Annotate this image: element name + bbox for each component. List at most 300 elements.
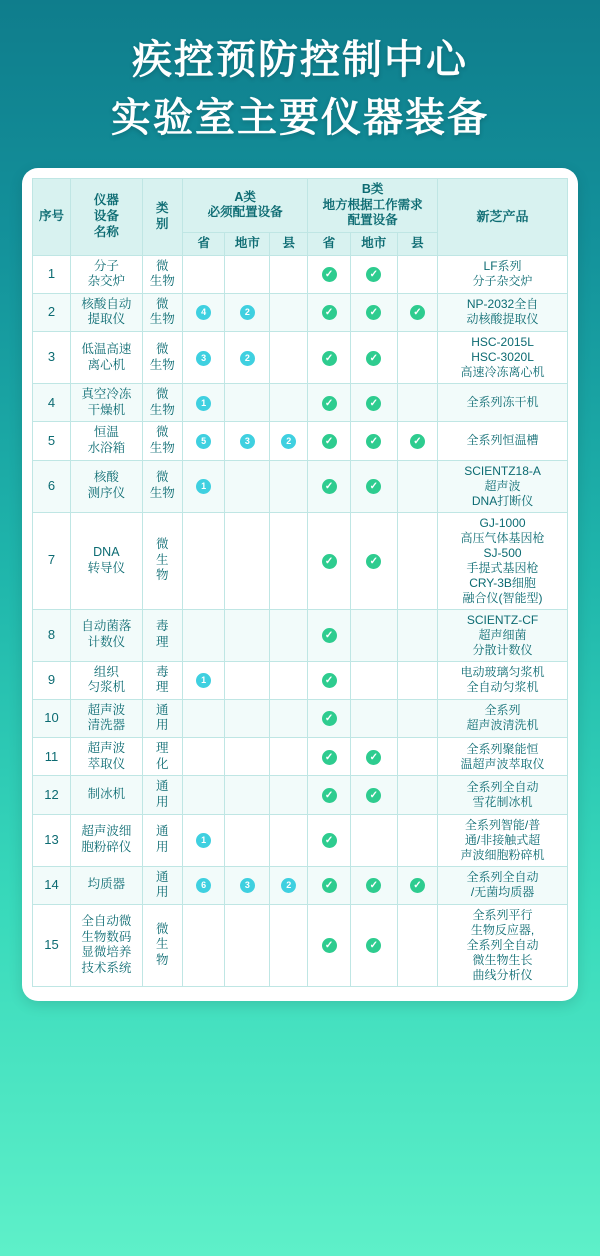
empty-cell <box>281 303 296 318</box>
th-group-b-l3: 配置设备 <box>347 213 398 228</box>
product-name-line2: 雪花制冰机 <box>472 794 533 809</box>
th-a-prov: 省 <box>182 232 225 255</box>
product-name <box>438 738 568 776</box>
equipment-category-line2: 理 <box>156 680 169 695</box>
table-body <box>33 255 568 986</box>
empty-cell <box>240 626 255 641</box>
equipment-category-line1: 通 <box>156 869 169 884</box>
cell-b-city <box>350 866 397 904</box>
check-icon: ✓ <box>322 479 337 494</box>
cell-a-prov <box>182 512 225 609</box>
th-name <box>71 179 143 256</box>
cell-b-prov <box>308 293 351 331</box>
product-name <box>438 866 568 904</box>
cell-a-prov <box>182 661 225 699</box>
empty-cell <box>240 551 255 566</box>
empty-cell <box>281 626 296 641</box>
cell-a-prov <box>182 422 225 460</box>
cell-a-county <box>270 255 308 293</box>
th-name-l1: 仪器 <box>93 193 119 208</box>
equipment-category-line1: 毒 <box>156 664 169 679</box>
check-icon: ✓ <box>366 396 381 411</box>
equipment-category-line1: 通 <box>156 779 169 794</box>
count-badge: 1 <box>196 673 211 688</box>
product-name-line2: 高压气体基因枪 <box>460 530 545 545</box>
cell-b-city <box>350 422 397 460</box>
product-name-line3: 分散计数仪 <box>472 642 533 657</box>
empty-cell <box>196 551 211 566</box>
cell-b-city <box>350 661 397 699</box>
count-badge: 2 <box>240 351 255 366</box>
cell-b-city <box>350 255 397 293</box>
cell-a-city <box>225 866 270 904</box>
th-group-b-l2: 地方根据工作需求 <box>322 197 423 212</box>
th-name-l3: 名称 <box>93 224 119 239</box>
th-category-l2: 别 <box>156 216 169 231</box>
product-name-line2: /无菌均质器 <box>470 885 535 900</box>
equipment-name <box>71 699 143 737</box>
product-name-line1: NP-2032全自 <box>466 297 539 312</box>
empty-cell <box>240 265 255 280</box>
product-name-line4: 微生物生长 <box>472 952 533 967</box>
equipment-category-line1: 毒 <box>156 619 169 634</box>
row-index: 1 <box>33 255 71 293</box>
equipment-name-line1: 超声波细 <box>81 824 132 839</box>
equipment-name-line2: 清洗器 <box>87 718 126 733</box>
empty-cell <box>281 747 296 762</box>
th-index-label: 序号 <box>39 208 65 223</box>
product-name-line1: 电动玻璃匀浆机 <box>460 665 545 680</box>
header-row-1 <box>33 179 568 233</box>
empty-cell <box>196 747 211 762</box>
equipment-category-line2: 生物 <box>149 274 175 289</box>
equipment-category <box>142 255 182 293</box>
equipment-name <box>71 512 143 609</box>
equipment-name-line1: 低温高速 <box>81 341 132 356</box>
cell-b-county <box>397 332 437 384</box>
product-name-line2: 全自动匀浆机 <box>466 680 539 695</box>
cell-a-city <box>225 512 270 609</box>
empty-cell <box>410 671 425 686</box>
empty-cell <box>366 709 381 724</box>
cell-a-county <box>270 384 308 422</box>
product-name-line1: SCIENTZ18-A <box>464 463 541 478</box>
table-row <box>33 609 568 661</box>
row-index: 15 <box>33 904 71 986</box>
th-name-l2: 设备 <box>93 208 119 223</box>
empty-cell <box>281 709 296 724</box>
cell-a-county <box>270 460 308 512</box>
product-name <box>438 293 568 331</box>
cell-a-city <box>225 904 270 986</box>
product-name <box>438 814 568 866</box>
th-a-city: 地市 <box>225 232 270 255</box>
count-badge: 5 <box>196 434 211 449</box>
equipment-name <box>71 738 143 776</box>
equipment-name-line2: 计数仪 <box>87 635 126 649</box>
equipment-name <box>71 255 143 293</box>
equipment-name-line2: 离心机 <box>87 357 126 372</box>
product-name-line2: 超声波 <box>484 478 521 493</box>
th-product-label: 新芝产品 <box>476 208 529 224</box>
product-name <box>438 460 568 512</box>
empty-cell <box>240 393 255 408</box>
cell-b-county <box>397 776 437 814</box>
equipment-category-line1: 微 <box>156 258 169 273</box>
cell-b-city <box>350 332 397 384</box>
empty-cell <box>410 477 425 492</box>
cell-b-city <box>350 699 397 737</box>
equipment-category-line3: 物 <box>156 568 169 583</box>
empty-cell <box>240 747 255 762</box>
table-head <box>33 179 568 256</box>
equipment-name-line2: 胞粉碎仪 <box>81 840 132 854</box>
check-icon: ✓ <box>410 878 425 893</box>
check-icon: ✓ <box>410 305 425 320</box>
equipment-category-line1: 微 <box>156 470 169 485</box>
count-badge: 3 <box>240 878 255 893</box>
check-icon: ✓ <box>322 938 337 953</box>
equipment-category <box>142 332 182 384</box>
check-icon: ✓ <box>366 750 381 765</box>
th-group-b <box>308 179 438 233</box>
check-icon: ✓ <box>366 938 381 953</box>
cell-b-city <box>350 776 397 814</box>
empty-cell <box>281 671 296 686</box>
equipment-category <box>142 293 182 331</box>
cell-b-prov <box>308 699 351 737</box>
check-icon: ✓ <box>366 788 381 803</box>
th-group-a-l2: 必须配置设备 <box>207 205 283 220</box>
product-name-line4: 手提式基因枪 <box>466 560 539 575</box>
cell-a-county <box>270 293 308 331</box>
count-badge: 1 <box>196 479 211 494</box>
cell-b-county <box>397 609 437 661</box>
equipment-name <box>71 332 143 384</box>
cell-a-city <box>225 422 270 460</box>
empty-cell <box>410 831 425 846</box>
check-icon: ✓ <box>322 434 337 449</box>
check-icon: ✓ <box>322 396 337 411</box>
th-group-a-l1: A类 <box>234 189 256 204</box>
cell-b-county <box>397 738 437 776</box>
cell-a-prov <box>182 293 225 331</box>
equipment-category <box>142 904 182 986</box>
cell-b-prov <box>308 814 351 866</box>
count-badge: 2 <box>281 434 296 449</box>
product-name <box>438 661 568 699</box>
equipment-name-line1: 核酸 <box>93 470 119 485</box>
equipment-category-line2: 化 <box>156 756 169 771</box>
product-name-line1: HSC-2015L <box>471 335 534 349</box>
cell-b-county <box>397 814 437 866</box>
product-name-line1: 全系列聚能恒 <box>466 741 539 756</box>
product-name <box>438 904 568 986</box>
check-icon: ✓ <box>322 267 337 282</box>
equipment-category-line1: 通 <box>156 824 169 839</box>
row-index: 3 <box>33 332 71 384</box>
check-icon: ✓ <box>366 434 381 449</box>
equipment-name-line2: 匀浆机 <box>87 680 126 695</box>
check-icon: ✓ <box>322 878 337 893</box>
product-name-line3: 高速冷冻离心机 <box>460 365 545 379</box>
th-b-prov: 省 <box>308 232 351 255</box>
table-row <box>33 422 568 460</box>
cell-b-city <box>350 460 397 512</box>
cell-b-county <box>397 904 437 986</box>
equipment-category-line2: 生物 <box>149 486 175 500</box>
empty-cell <box>196 626 211 641</box>
cell-a-city <box>225 776 270 814</box>
th-group-b-l1: B类 <box>361 182 384 196</box>
equipment-category-line1: 理 <box>156 741 169 755</box>
th-index <box>33 179 71 256</box>
cell-a-prov <box>182 384 225 422</box>
check-icon: ✓ <box>366 878 381 893</box>
cell-b-city <box>350 904 397 986</box>
equipment-name-line1: 均质器 <box>87 877 126 892</box>
empty-cell <box>281 936 296 951</box>
product-name-line2: 分子杂交炉 <box>472 274 533 289</box>
equipment-name <box>71 293 143 331</box>
row-index: 14 <box>33 866 71 904</box>
equipment-category-line2: 理 <box>156 635 169 649</box>
product-name-line1: 全系列冻干机 <box>466 395 539 410</box>
cell-b-city <box>350 512 397 609</box>
equipment-category <box>142 422 182 460</box>
count-badge: 4 <box>196 305 211 320</box>
product-name <box>438 609 568 661</box>
cell-a-prov <box>182 699 225 737</box>
cell-b-prov <box>308 866 351 904</box>
check-icon: ✓ <box>366 479 381 494</box>
row-index: 12 <box>33 776 71 814</box>
product-name-line1: 全系列平行 <box>472 907 533 922</box>
product-name-line2: 动核酸提取仪 <box>466 312 539 327</box>
cell-a-prov <box>182 814 225 866</box>
empty-cell <box>410 393 425 408</box>
check-icon: ✓ <box>322 711 337 726</box>
cell-b-prov <box>308 904 351 986</box>
cell-a-prov <box>182 738 225 776</box>
empty-cell <box>410 551 425 566</box>
cell-a-county <box>270 866 308 904</box>
count-badge: 1 <box>196 833 211 848</box>
th-b-city: 地市 <box>350 232 397 255</box>
check-icon: ✓ <box>366 305 381 320</box>
product-name <box>438 512 568 609</box>
empty-cell <box>281 785 296 800</box>
product-name <box>438 332 568 384</box>
equipment-category-line2: 生 <box>156 552 169 567</box>
product-name-line1: 全系列全自动 <box>466 779 539 794</box>
equipment-category-line2: 生物 <box>149 357 175 372</box>
equipment-name-line2: 水浴箱 <box>87 440 126 455</box>
cell-a-county <box>270 422 308 460</box>
equipment-category-line1: 微 <box>156 921 169 936</box>
poster-title-line2: 实验室主要仪器装备 <box>111 96 489 140</box>
table-row <box>33 776 568 814</box>
table-row <box>33 332 568 384</box>
equipment-table-card <box>22 168 578 1001</box>
poster-header <box>0 0 600 154</box>
equipment-name <box>71 609 143 661</box>
empty-cell <box>240 785 255 800</box>
equipment-name-line1: DNA <box>93 544 120 559</box>
empty-cell <box>410 709 425 724</box>
empty-cell <box>281 265 296 280</box>
product-name-line2: 超声细菌 <box>478 627 527 642</box>
count-badge: 2 <box>240 305 255 320</box>
product-name-line5: 曲线分析仪 <box>472 967 533 982</box>
cell-b-county <box>397 512 437 609</box>
check-icon: ✓ <box>366 351 381 366</box>
cell-b-prov <box>308 460 351 512</box>
check-icon: ✓ <box>322 833 337 848</box>
count-badge: 1 <box>196 396 211 411</box>
cell-b-county <box>397 866 437 904</box>
empty-cell <box>240 477 255 492</box>
row-index: 9 <box>33 661 71 699</box>
product-name-line2: 生物反应器, <box>470 922 535 937</box>
cell-a-prov <box>182 460 225 512</box>
cell-a-county <box>270 738 308 776</box>
th-category-l1: 类 <box>156 201 169 216</box>
cell-b-county <box>397 422 437 460</box>
cell-a-prov <box>182 776 225 814</box>
poster-title-line1: 疾控预防控制中心 <box>132 38 468 82</box>
equipment-category-line2: 生物 <box>149 440 175 455</box>
equipment-name <box>71 814 143 866</box>
equipment-category <box>142 699 182 737</box>
equipment-category <box>142 866 182 904</box>
count-badge: 3 <box>196 351 211 366</box>
cell-b-county <box>397 293 437 331</box>
empty-cell <box>410 936 425 951</box>
empty-cell <box>410 348 425 363</box>
table-row <box>33 512 568 609</box>
cell-a-county <box>270 904 308 986</box>
row-index: 4 <box>33 384 71 422</box>
empty-cell <box>366 831 381 846</box>
count-badge: 6 <box>196 878 211 893</box>
equipment-name <box>71 904 143 986</box>
product-name-line3: 全系列全自动 <box>466 937 539 952</box>
product-name-line2: 温超声波萃取仪 <box>460 756 545 771</box>
equipment-name <box>71 661 143 699</box>
row-index: 6 <box>33 460 71 512</box>
equipment-category-line1: 微 <box>156 341 169 356</box>
equipment-category <box>142 738 182 776</box>
table-row <box>33 661 568 699</box>
equipment-category-line2: 生 <box>156 937 169 952</box>
empty-cell <box>366 671 381 686</box>
product-name-line3: 声波细胞粉碎机 <box>460 847 545 862</box>
equipment-category <box>142 460 182 512</box>
cell-a-prov <box>182 609 225 661</box>
count-badge: 3 <box>240 434 255 449</box>
row-index: 5 <box>33 422 71 460</box>
equipment-name-line1: 组织 <box>93 664 119 679</box>
empty-cell <box>410 747 425 762</box>
cell-b-county <box>397 384 437 422</box>
row-index: 8 <box>33 609 71 661</box>
equipment-category-line3: 物 <box>156 953 169 968</box>
product-name-line2: 通/非接触式超 <box>464 832 541 847</box>
cell-a-prov <box>182 332 225 384</box>
equipment-name <box>71 866 143 904</box>
cell-a-city <box>225 255 270 293</box>
product-name-line2: 超声波清洗机 <box>466 718 539 733</box>
check-icon: ✓ <box>322 788 337 803</box>
empty-cell <box>281 393 296 408</box>
equipment-name-line1: 超声波 <box>87 702 126 717</box>
check-icon: ✓ <box>322 750 337 765</box>
empty-cell <box>240 709 255 724</box>
empty-cell <box>410 265 425 280</box>
check-icon: ✓ <box>322 673 337 688</box>
cell-a-prov <box>182 866 225 904</box>
equipment-name-line1: 自动菌落 <box>81 619 132 634</box>
equipment-category-line1: 通 <box>156 702 169 717</box>
empty-cell <box>281 477 296 492</box>
empty-cell <box>281 831 296 846</box>
cell-b-city <box>350 384 397 422</box>
cell-b-prov <box>308 332 351 384</box>
row-index: 10 <box>33 699 71 737</box>
equipment-name-line2: 转导仪 <box>87 560 126 575</box>
cell-b-city <box>350 609 397 661</box>
product-name-line5: CRY-3B细胞 <box>469 575 536 590</box>
equipment-name <box>71 384 143 422</box>
cell-b-prov <box>308 738 351 776</box>
empty-cell <box>366 626 381 641</box>
equipment-table <box>32 178 568 987</box>
equipment-name-line1: 分子 <box>93 258 119 273</box>
table-row <box>33 293 568 331</box>
product-name-line3: DNA打断仪 <box>471 493 534 508</box>
cell-b-prov <box>308 661 351 699</box>
product-name-line1: 全系列恒温槽 <box>466 433 539 448</box>
th-product <box>438 179 568 256</box>
cell-a-prov <box>182 255 225 293</box>
th-b-county: 县 <box>397 232 437 255</box>
equipment-category-line1: 微 <box>156 537 169 552</box>
equipment-category-line2: 用 <box>156 840 169 854</box>
product-name <box>438 699 568 737</box>
cell-b-prov <box>308 609 351 661</box>
table-row <box>33 904 568 986</box>
table-row <box>33 255 568 293</box>
product-name-line1: GJ-1000 <box>479 515 526 530</box>
equipment-category <box>142 384 182 422</box>
cell-a-county <box>270 332 308 384</box>
empty-cell <box>240 936 255 951</box>
product-name-line2: HSC-3020L <box>471 350 534 364</box>
table-row <box>33 699 568 737</box>
equipment-category-line2: 生物 <box>149 402 175 417</box>
equipment-name-line4: 技术系统 <box>81 960 132 975</box>
equipment-category <box>142 512 182 609</box>
table-row <box>33 866 568 904</box>
product-name-line6: 融合仪(智能型) <box>462 590 543 605</box>
table-row <box>33 814 568 866</box>
product-name <box>438 776 568 814</box>
cell-a-county <box>270 609 308 661</box>
empty-cell <box>196 785 211 800</box>
cell-b-prov <box>308 776 351 814</box>
cell-a-city <box>225 332 270 384</box>
